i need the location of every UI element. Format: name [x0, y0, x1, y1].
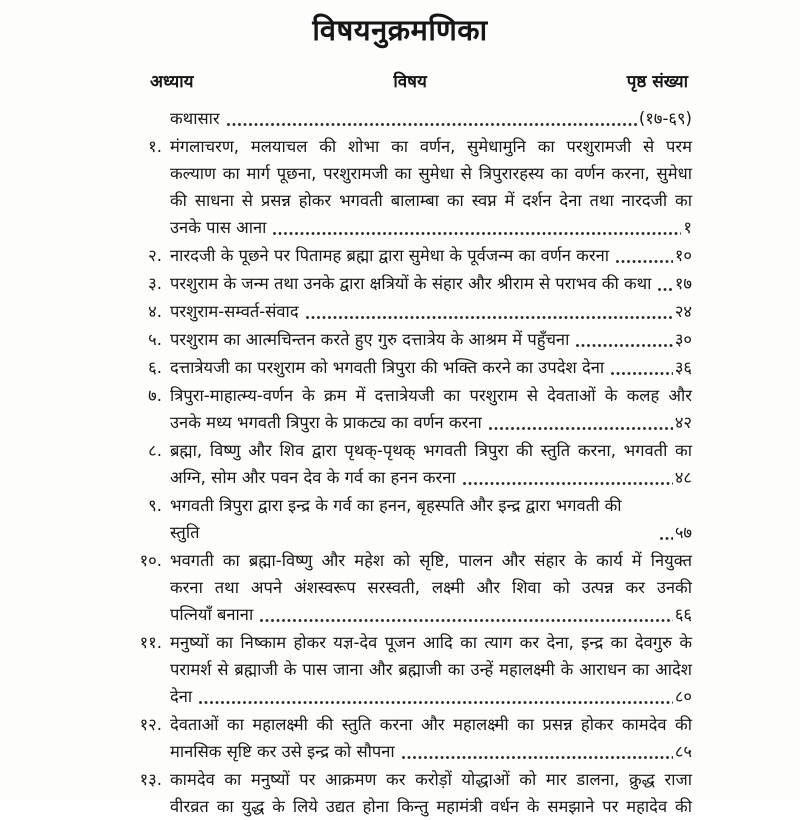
- entry-line: [170, 492, 692, 546]
- entry-line: ब्रह्मा, विष्णु और शिव द्वारा पृथक्-पृथक् भगवती त्रिपुरा की स्तुति करना, भगवती का: [170, 441, 692, 460]
- entry-number: १२.: [139, 715, 162, 734]
- entry-line: कामदेव का मनुष्यों पर आक्रमण कर करोड़ों योद्धाओं को मार डालना, क्रुद्ध राजा: [170, 770, 692, 789]
- page-title: विषयनुक्रमणिका: [312, 13, 488, 47]
- toc-entry: [118, 270, 692, 297]
- entry-page-number: ४८: [674, 468, 692, 487]
- entry-number: ६.: [148, 358, 162, 377]
- column-header-page-number: पृष्ठ संख्या: [626, 72, 688, 92]
- entry-page-number: ६६: [674, 605, 692, 624]
- dot-leader: [462, 471, 673, 491]
- table-of-contents: [118, 105, 692, 820]
- entry-text: नारदजी के पूछने पर पितामह ब्रह्मा द्वारा सुमेधा के पूर्वजन्म का वर्णन करना: [170, 246, 610, 265]
- entry-line: मनुष्यों का निष्काम होकर यज्ञ-देव पूजन आदि का त्याग कर देना, इन्द्र का देवगुरु के: [170, 633, 692, 652]
- entry-text: उनके पास आना: [170, 218, 267, 237]
- entry-text: मानसिक सृष्टि कर उसे इन्द्र को सौपना: [170, 742, 395, 761]
- entry-text: भगवती त्रिपुरा द्वारा इन्द्र के गर्व का हनन, बृहस्पति और इन्द्र द्वारा भगवती की स्तुति: [170, 496, 622, 542]
- table-header: [0, 69, 800, 92]
- entry-page-number: १७: [674, 274, 692, 293]
- dot-leader: [198, 690, 673, 710]
- column-header-subject: विषय: [393, 72, 427, 92]
- entry-number: ७.: [148, 386, 162, 405]
- entry-page-number: ३६: [674, 358, 692, 377]
- entry-number: २.: [148, 246, 162, 265]
- dot-leader: [657, 277, 672, 297]
- entry-line: परामर्श से ब्रह्माजी के पास जाना और ब्रह्माजी का उन्हें महालक्ष्मी के आराधन का आदेश: [170, 660, 692, 679]
- entry-page-number: १०: [674, 246, 692, 265]
- toc-entry: [118, 492, 692, 546]
- entry-page-number: २४: [674, 302, 692, 321]
- dot-leader: [610, 361, 673, 381]
- entry-text: उनके मध्य भगवती त्रिपुरा के प्राकट्य का वर्णन करना: [170, 413, 482, 432]
- toc-entry: [118, 766, 692, 820]
- entry-line: की साधना से प्रसन्न होकर भगवती बालाम्बा का स्वप्न में दर्शन देना तथा नारदजी का: [170, 191, 692, 210]
- dot-leader: [401, 745, 673, 765]
- entry-line: त्रिपुरा-माहात्म्य-वर्णन के क्रम में दत्तात्रेयजी का परशुराम से देवताओं के कलह और: [170, 386, 692, 405]
- dot-leader: [305, 305, 673, 325]
- entry-number: ४.: [148, 302, 162, 321]
- toc-entry: [118, 547, 692, 628]
- entry-line: [170, 214, 692, 241]
- entry-number: ९.: [148, 496, 162, 515]
- entry-number: ८.: [148, 441, 162, 460]
- entry-line: करना तथा अपने अंशस्वरूप सरस्वती, लक्ष्मी और शिवा को उत्पन्न कर उनकी: [170, 578, 692, 597]
- toc-entry: [118, 354, 692, 381]
- entry-text: पत्नियाँ बनाना: [170, 605, 254, 624]
- dot-leader: [226, 112, 637, 132]
- entry-text: कथासार: [170, 109, 220, 128]
- entry-page-number: (१७-६९): [638, 109, 692, 128]
- entry-page-number: ३०: [674, 330, 692, 349]
- dot-leader: [575, 333, 672, 353]
- entry-text: देना: [170, 687, 193, 706]
- dot-leader: [659, 526, 673, 546]
- entry-line: [170, 601, 692, 628]
- entry-line: [170, 354, 692, 381]
- dot-leader: [615, 249, 673, 269]
- entry-line: [170, 242, 692, 269]
- entry-line: [170, 464, 692, 491]
- entry-text: परशुराम का आत्मचिन्तन करते हुए गुरु दत्तात्रेय के आश्रम में पहुँचना: [170, 330, 570, 349]
- entry-line: वीरव्रत का युद्ध के लिये उद्यत होना किन्तु महामंत्री वर्धन के समझाने पर महादेव की: [170, 797, 692, 816]
- entry-line: [170, 683, 692, 710]
- dot-leader: [259, 608, 673, 628]
- entry-number: १.: [148, 137, 162, 156]
- entry-page-number: ५७: [674, 523, 692, 542]
- entry-number: [118, 105, 162, 132]
- entry-line: [170, 298, 692, 325]
- entry-text: दत्तात्रेयजी का परशुराम को भगवती त्रिपुरा की भक्ति करने का उपदेश देना: [170, 358, 605, 377]
- entry-line: देवताओं का महालक्ष्मी की स्तुति करना और महालक्ष्मी का प्रसन्न होकर कामदेव की: [170, 715, 692, 734]
- entry-text: परशुराम के जन्म तथा उनके द्वारा क्षत्रियों के संहार और श्रीराम से पराभव की कथा: [170, 274, 652, 293]
- entry-line: [170, 738, 692, 765]
- toc-entry: [118, 382, 692, 436]
- entry-line: भवगती का ब्रह्मा-विष्णु और महेश को सृष्टि, पालन और संहार के कार्य में नियुक्त: [170, 551, 692, 570]
- toc-entry: [118, 298, 692, 325]
- entry-line: मंगलाचरण, मलयाचल की शोभा का वर्णन, सुमेधामुनि का परशुरामजी से परम: [170, 137, 692, 156]
- dot-leader: [488, 416, 673, 436]
- toc-entry: [118, 326, 692, 353]
- entry-page-number: ४२: [674, 413, 692, 432]
- entry-line: [170, 326, 692, 353]
- toc-entry: [118, 242, 692, 269]
- entry-number: १०.: [139, 551, 162, 570]
- entry-page-number: ८०: [674, 687, 692, 706]
- column-header-chapter: अध्याय: [150, 72, 194, 92]
- toc-entry: [118, 711, 692, 765]
- entry-page-number: १: [683, 218, 692, 237]
- toc-entry: [118, 133, 692, 241]
- entry-line: [170, 409, 692, 436]
- entry-number: ११.: [139, 633, 162, 652]
- toc-entry: [118, 105, 692, 132]
- entry-text: अग्नि, सोम और पवन देव के गर्व का हनन करना: [170, 468, 456, 487]
- entry-line: [170, 270, 692, 297]
- entry-line: [170, 105, 692, 132]
- dot-leader: [272, 221, 681, 241]
- entry-line: कल्याण का मार्ग पूछना, परशुरामजी का सुमेधा से त्रिपुरारहस्य का वर्णन करना, सुमेधा: [170, 164, 692, 183]
- toc-entry: [118, 437, 692, 491]
- entry-text: परशुराम-सम्वर्त-संवाद: [170, 302, 299, 321]
- entry-page-number: ८५: [674, 742, 692, 761]
- toc-entry: [118, 629, 692, 710]
- entry-number: ३.: [148, 274, 162, 293]
- entry-number: १३.: [139, 770, 162, 789]
- entry-number: ५.: [148, 330, 162, 349]
